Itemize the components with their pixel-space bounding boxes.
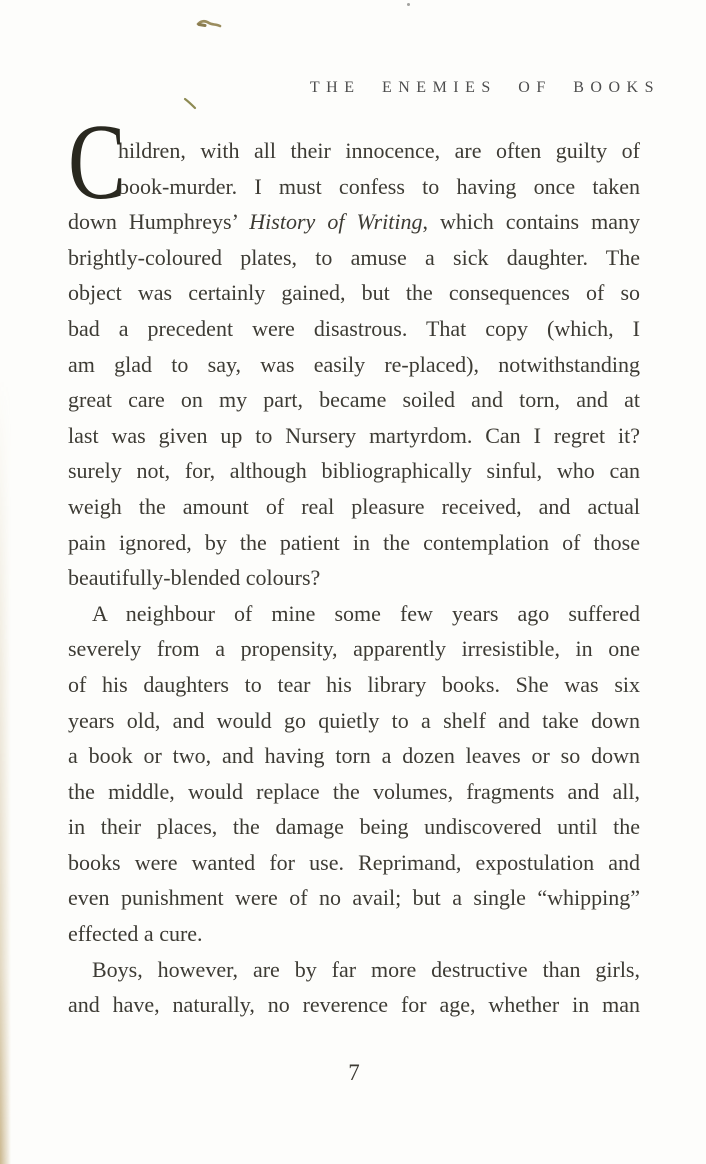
book-title-italic: History of Writing [249, 209, 423, 235]
text-line [68, 809, 640, 845]
text-segment: effected a cure. [68, 921, 203, 947]
text-segment: last was given up to Nursery martyrdom. Can I regret it? [68, 422, 640, 448]
text-segment: brightly-coloured plates, to amuse a sick daughter. The [68, 244, 640, 270]
text-line [68, 382, 640, 418]
text-segment: in their places, the damage being undiscovered until the [68, 814, 640, 840]
text-line [68, 311, 640, 347]
text-line [68, 774, 640, 810]
text-segment: hildren, with all their innocence, are often guilty of [118, 138, 640, 163]
text-segment: surely not, for, although bibliographically sinful, who can [68, 458, 640, 484]
text-line [68, 525, 640, 561]
text-line [68, 952, 640, 988]
scan-edge-shading [0, 380, 11, 1164]
text-segment: weigh the amount of real pleasure received, and actual [68, 493, 640, 519]
text-line [68, 631, 640, 667]
scan-tick-mark [183, 97, 198, 111]
text-line [68, 845, 640, 881]
scan-speck [407, 3, 410, 6]
page-number: 7 [348, 1060, 360, 1085]
text-line [68, 596, 640, 632]
scan-smudge-mark [196, 18, 222, 31]
text-line [68, 418, 640, 454]
running-header: THE ENEMIES OF BOOKS [309, 79, 660, 96]
text-segment: and have, naturally, no reverence for age, whether in man [68, 992, 640, 1018]
text-segment: a book or two, and having torn a dozen leaves or so down [68, 743, 640, 769]
text-line [68, 169, 640, 205]
drop-cap: C [68, 103, 126, 222]
text-segment: down Humphreys’ [68, 209, 250, 235]
text-segment: great care on my part, became soiled and torn, and at [68, 387, 640, 413]
text-segment: book-murder. I must confess to having once taken [118, 173, 640, 199]
text-segment: pain ignored, by the patient in the contemplation of those [68, 529, 640, 555]
text-line [68, 738, 640, 774]
text-line [68, 133, 640, 169]
text-segment: , which contains many [422, 209, 641, 235]
text-segment: severely from a propensity, apparently irresistible, in one [68, 636, 640, 662]
text-segment: the middle, would replace the volumes, fragments and all, [68, 778, 640, 804]
text-segment: of his daughters to tear his library books. She was six [68, 671, 640, 697]
text-segment: Boys, however, are by far more destructive than girls, [92, 956, 640, 982]
text-line [68, 667, 640, 703]
text-segment: am glad to say, was easily re-placed), notwithstanding [68, 351, 640, 377]
text-line [68, 204, 640, 240]
text-segment: object was certainly gained, but the consequences of so [68, 280, 640, 306]
text-line [68, 347, 640, 383]
text-block [68, 103, 641, 1023]
text-line [68, 916, 640, 952]
text-line [68, 987, 640, 1023]
text-segment: beautifully-blended colours? [68, 565, 321, 591]
text-segment: even punishment were of no avail; but a single “whipping” [68, 885, 640, 911]
text-line [68, 240, 640, 276]
text-line [68, 489, 640, 525]
text-line [68, 453, 640, 489]
text-line [68, 880, 640, 916]
text-line [68, 275, 640, 311]
text-segment: books were wanted for use. Reprimand, expostulation and [68, 849, 640, 875]
text-segment: bad a precedent were disastrous. That copy (which, I [68, 315, 640, 341]
text-line [68, 560, 640, 596]
text-segment: A neighbour of mine some few years ago suffered [92, 600, 640, 626]
text-segment: years old, and would go quietly to a shelf and take down [68, 707, 640, 733]
text-line [68, 703, 640, 739]
